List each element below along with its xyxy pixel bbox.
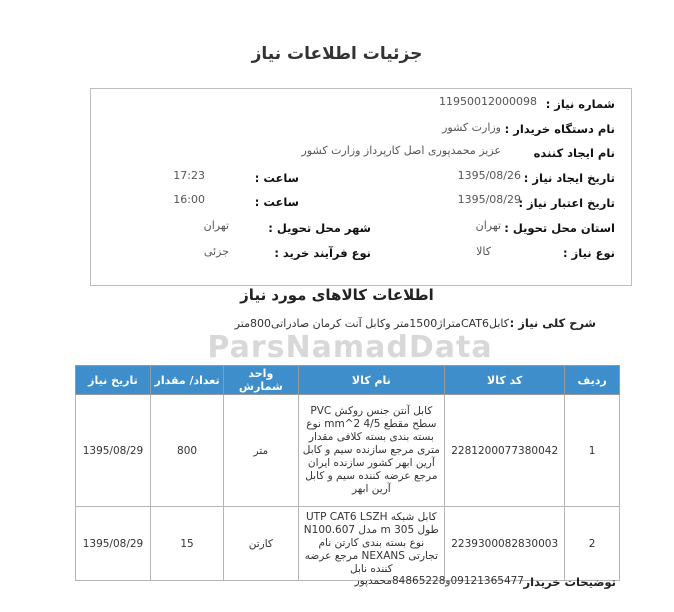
header-unit: واحد شمارش [224,366,298,395]
cell-unit: کارتن [224,507,298,581]
created-date-value: 1395/08/26 [457,169,521,182]
table-row [76,507,620,581]
province-label: استان محل تحویل : [504,221,615,235]
header-quantity: تعداد/ مقدار [150,366,223,395]
buyer-notes-value: 09121365477و84865228محمدپور [354,575,524,587]
need-number-label: شماره نیاز : [545,97,615,111]
cell-item-code: 2239300082830003 [445,507,565,581]
table-row [76,395,620,507]
header-need-date: تاریخ نیاز [76,366,151,395]
province-value: تهران [475,219,501,232]
need-number-value: 11950012000098 [439,95,537,108]
cell-quantity: 800 [150,395,223,507]
cell-item-name: کابل شبکه UTP CAT6 LSZH طول m 305 مدل N100.607 نوع بسته بندی کارتن نام تجارتی NEXANS مرجع عرضه کننده نابل [298,507,445,581]
cell-item-code: 2281200077380042 [445,395,565,507]
created-time-label: ساعت : [254,171,299,185]
city-label: شهر محل تحویل : [268,221,371,235]
buyer-notes-label: توضیحات خریدار [523,575,616,589]
need-type-value: کالا [476,245,491,258]
goods-table [75,365,620,581]
header-item-name: نام کالا [298,366,445,395]
cell-quantity: 15 [150,507,223,581]
city-value: تهران [203,219,229,232]
purchase-type-label: نوع فرآیند خرید : [274,246,371,260]
buyer-org-label: نام دستگاه خریدار : [504,122,615,136]
valid-date-value: 1395/08/29 [457,193,521,206]
watermark: ParsNamadData [207,330,493,365]
creator-label: نام ایجاد کننده [533,146,615,160]
header-item-code: کد کالا [445,366,565,395]
summary-label: شرح کلی نیاز : [509,316,596,330]
cell-need-date: 1395/08/29 [76,395,151,507]
created-date-label: تاریخ ایجاد نیاز : [523,171,615,185]
goods-section-title: اطلاعات کالاهای مورد نیاز [240,286,434,304]
table-header-row [76,366,620,395]
buyer-org-value: وزارت کشور [442,121,501,134]
purchase-type-value: جزئی [203,245,229,258]
page-title: جزئیات اطلاعات نیاز [251,44,423,64]
cell-item-name: کابل آنتن جنس روکش PVC سطح مقطع mm^2 4/5 نوع بسته بندی بسته کلافی مقدار متری مرجع سازنده سیم و کابل آرین ابهر کشور سازنده ایران مرجع عرضه کننده سیم و کابل آرین ابهر [298,395,445,507]
need-info-panel [90,88,632,286]
cell-row-number: 2 [565,507,620,581]
cell-row-number: 1 [565,395,620,507]
creator-value: عزیز محمدپوری اصل کارپرداز وزارت کشور [301,144,501,157]
cell-need-date: 1395/08/29 [76,507,151,581]
cell-unit: متر [224,395,298,507]
header-row-number: ردیف [565,366,620,395]
need-type-label: نوع نیاز : [563,246,615,260]
valid-time-value: 16:00 [173,193,205,206]
summary-value: کابلCAT6متراژ1500متر وکابل آنت کرمان صادراتی800متر [234,317,509,330]
created-time-value: 17:23 [173,169,205,182]
valid-time-label: ساعت : [254,195,299,209]
valid-date-label: تاریخ اعتبار نیاز : [518,196,615,210]
